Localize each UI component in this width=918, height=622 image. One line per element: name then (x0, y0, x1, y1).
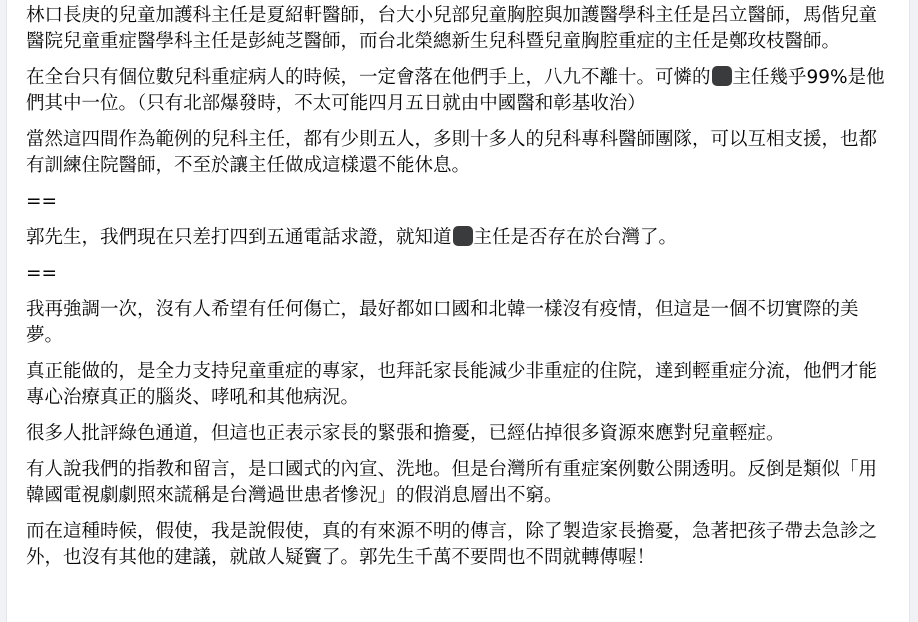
post-paragraph (26, 65, 892, 117)
post-paragraph (26, 261, 892, 287)
post-paragraph (26, 359, 892, 411)
post-paragraph (26, 225, 892, 251)
paragraph-text: 而在這種時候，假使，我是說假使，真的有來源不明的傳言，除了製造家長擔憂，急著把孩子帶去急診之外，也沒有其他的建議，就啟人疑竇了。郭先生千萬不要問也不問就轉傳喔！ (26, 521, 878, 568)
paragraph-text: 很多人批評綠色通道，但這也正表示家長的緊張和擔憂，已經佔掉很多資源來應對兒童輕症。 (26, 423, 785, 444)
paragraph-text: == (26, 191, 58, 212)
black-square-icon (453, 226, 473, 246)
post-paragraph (26, 189, 892, 215)
black-square-icon (712, 66, 732, 86)
paragraph-text: 主任是否存在於台灣了。 (473, 227, 678, 248)
paragraph-text: 我再強調一次，沒有人希望有任何傷亡，最好都如口國和北韓一樣沒有疫情，但這是一個不切實際的美夢。 (26, 299, 859, 346)
post-body (26, 3, 892, 581)
post-paragraph (26, 457, 892, 509)
post-paragraph (26, 127, 892, 179)
post-paragraph (26, 297, 892, 349)
paragraph-text: 有人說我們的指教和留言，是口國式的內宣、洗地。但是台灣所有重症案例數公開透明。反倒是類似「用韓國電視劇劇照來謊稱是台灣過世患者慘況」的假消息層出不窮。 (26, 459, 878, 506)
post-paragraph (26, 3, 892, 55)
post-card (6, 0, 910, 622)
paragraph-text: 當然這四間作為範例的兒科主任，都有少則五人，多則十多人的兒科專科醫師團隊，可以互相支援，也都有訓練住院醫師，不至於讓主任做成這樣還不能休息。 (26, 129, 878, 176)
paragraph-text: 主任幾乎99%是他們其中一位。（只有北部爆發時，不太可能四月五日就由中國醫和彰基收治） (26, 67, 885, 114)
paragraph-text: 在全台只有個位數兒科重症病人的時候，一定會落在他們手上，八九不離十。可憐的 (26, 67, 711, 88)
post-paragraph (26, 421, 892, 447)
post-paragraph (26, 519, 892, 571)
paragraph-text: == (26, 263, 58, 284)
paragraph-text: 真正能做的，是全力支持兒童重症的專家，也拜託家長能減少非重症的住院，達到輕重症分流，他們才能專心治療真正的腦炎、哮吼和其他病況。 (26, 361, 878, 408)
paragraph-text: 郭先生，我們現在只差打四到五通電話求證，就知道 (26, 227, 452, 248)
paragraph-text: 林口長庚的兒童加護科主任是夏紹軒醫師，台大小兒部兒童胸腔與加護醫學科主任是呂立醫師，馬偕兒童醫院兒童重症醫學科主任是彭純芝醫師，而台北榮總新生兒科暨兒童胸腔重症的主任是鄭玫枝醫師。 (26, 5, 878, 52)
